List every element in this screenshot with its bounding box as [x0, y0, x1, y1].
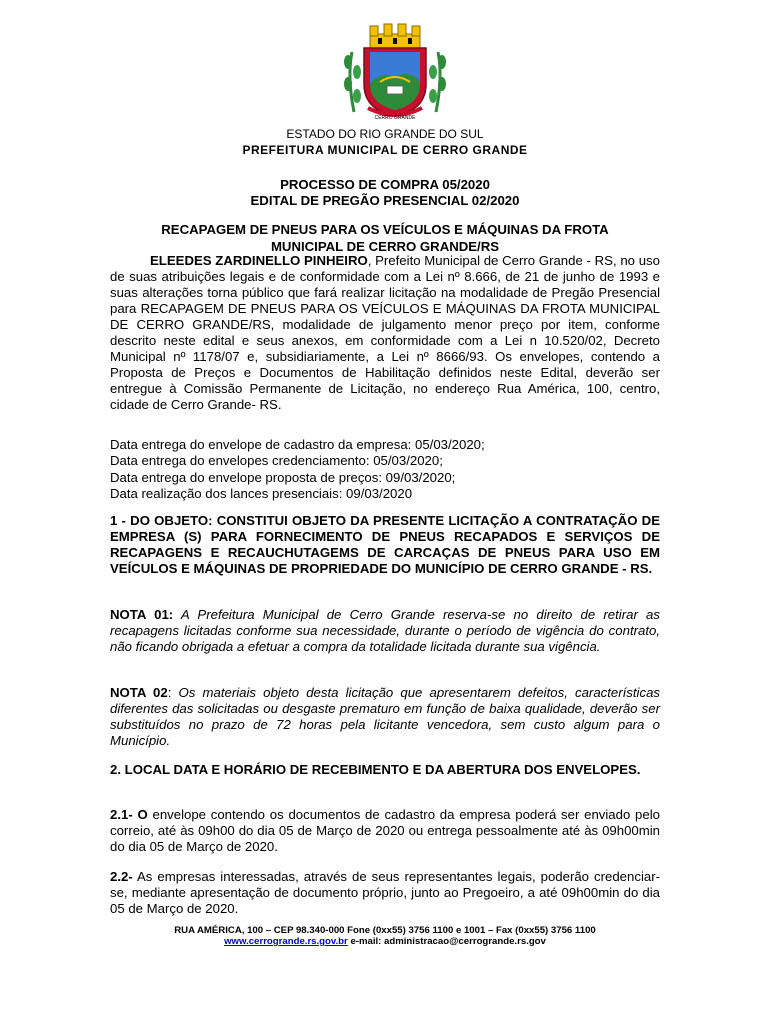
date-item: Data realização dos lances presenciais: 09/03/2020 [110, 485, 413, 501]
nota-01-label: NOTA 01: [110, 607, 174, 622]
section-2-2-label: 2.2- [110, 869, 133, 884]
left-plant-icon [344, 52, 361, 112]
nota-02-text: Os materiais objeto desta licitação que apresentarem defeitos, características diferentes das solicitadas ou desgaste prematuro em função de baixa qualidade, deverão ser substituídos no prazo de 72 horas pela licitante vencedora, sem custo algum para o Município. [110, 685, 661, 748]
intro-paragraph [110, 253, 660, 413]
section-2-1-label: 2.1- O [110, 807, 148, 822]
mayor-name: ELEEDES ZARDINELLO PINHEIRO [150, 253, 368, 268]
prefeitura-heading: PREFEITURA MUNICIPAL DE CERRO GRANDE [242, 143, 528, 157]
subject-line-2: MUNICIPAL DE CERRO GRANDE/RS [270, 239, 500, 254]
date-item: Data entrega do envelopes credenciamento: 05/03/2020; [110, 453, 443, 469]
section-1-objeto: 1 - DO OBJETO: CONSTITUI OBJETO DA PRESENTE LICITAÇÃO A CONTRATAÇÃO DE EMPRESA (S) PARA FORNECIMENTO DE PNEUS RECAPADOS E SERVIÇOS DE RECAPAGENS E RECAUCHUTAGEMS DE CARCAÇAS DE PNEUS PARA USO EM VEÍCULOS E MÁQUINAS DE PROPRIEDADE DO MUNICÍPIO DE CERRO GRANDE - RS. [110, 513, 660, 576]
state-heading: ESTADO DO RIO GRANDE DO SUL [286, 127, 484, 141]
dates-list [110, 437, 660, 502]
section-2-2-text: As empresas interessadas, através de seus representantes legais, poderão credenciar-se, mediante apresentação de documento próprio, junto ao Pregoeiro, a até 09h00min do dia 05 de Março de 2020. [110, 869, 660, 916]
section-2-2-paragraph [110, 869, 660, 917]
date-item: Data entrega do envelope de cadastro da empresa: 05/03/2020; [110, 437, 485, 452]
processo-heading: PROCESSO DE COMPRA 05/2020 [280, 177, 490, 192]
nota-01-text: A Prefeitura Municipal de Cerro Grande reserva-se no direito de retirar as recapagens licitadas conforme sua necessidade, durante o período de vigência do contrato, não ficando obrigada a efetuar a compra da totalidade licitada durante sua vigência. [110, 607, 660, 654]
nota-02-paragraph [110, 685, 660, 749]
nota-02-sep: : [167, 685, 179, 700]
website-link[interactable]: www.cerrogrande.rs.gov.br [224, 936, 348, 947]
edital-heading: EDITAL DE PREGÃO PRESENCIAL 02/2020 [250, 193, 520, 208]
section-2-1-text: envelope contendo os documentos de cadastro da empresa poderá ser enviado pelo correio, até às 09h00 do dia 05 de Março de 2020 ou entrega pessoalmente até às 09h00min do dia 05 de Março de 2020. [110, 807, 660, 854]
footer-email: e-mail: administracao@cerrogrande.rs.gov [347, 936, 546, 947]
crown-icon [370, 24, 420, 48]
nota-02-label: NOTA 02 [110, 685, 168, 700]
right-plant-icon [429, 52, 446, 112]
municipal-crest-logo [340, 22, 450, 122]
date-item: Data entrega do envelope proposta de preços: 09/03/2020; [110, 469, 456, 485]
section-2-1-paragraph [110, 807, 660, 855]
intro-text: , Prefeito Municipal de Cerro Grande - RS, no uso de suas atribuições legais e de conformidade com a Lei nº 8.666, de 21 de junho de 1993 e suas alterações torna público que fará realizar licitação na modalidade de Pregão Presencial para RECAPAGEM DE PNEUS PARA OS VEÍCULOS E MÁQUINAS DA FROTA MUNICIPAL DE CERRO GRANDE/RS, modalidade de julgamento menor preço por item, conforme descrito neste edital e seus anexos, em conformidade com a Lei n 10.520/02, Decreto Municipal nº 1178/07 e, subsidiariamente, a Lei nº 8666/93. Os envelopes, contendo a Proposta de Preços e Documentos de Habilitação definidos neste Edital, deverão ser entregue à Comissão Permanente de Licitação, no endereço Rua América, 100, centro, cidade de Cerro Grande- RS. [110, 253, 660, 412]
footer-address: RUA AMÉRICA, 100 – CEP 98.340-000 Fone (0xx55) 3756 1100 e 1001 – Fax (0xx55) 3756 1100 [174, 925, 596, 936]
subject-line-1: RECAPAGEM DE PNEUS PARA OS VEÍCULOS E MÁQUINAS DA FROTA [161, 222, 609, 237]
nota-01-paragraph [110, 607, 660, 655]
section-2-heading: 2. LOCAL DATA E HORÁRIO DE RECEBIMENTO E DA ABERTURA DOS ENVELOPES. [110, 762, 641, 777]
subject-heading [110, 221, 660, 255]
footer-contact [110, 936, 660, 947]
svg-text:CERRO GRANDE: CERRO GRANDE [374, 115, 416, 121]
